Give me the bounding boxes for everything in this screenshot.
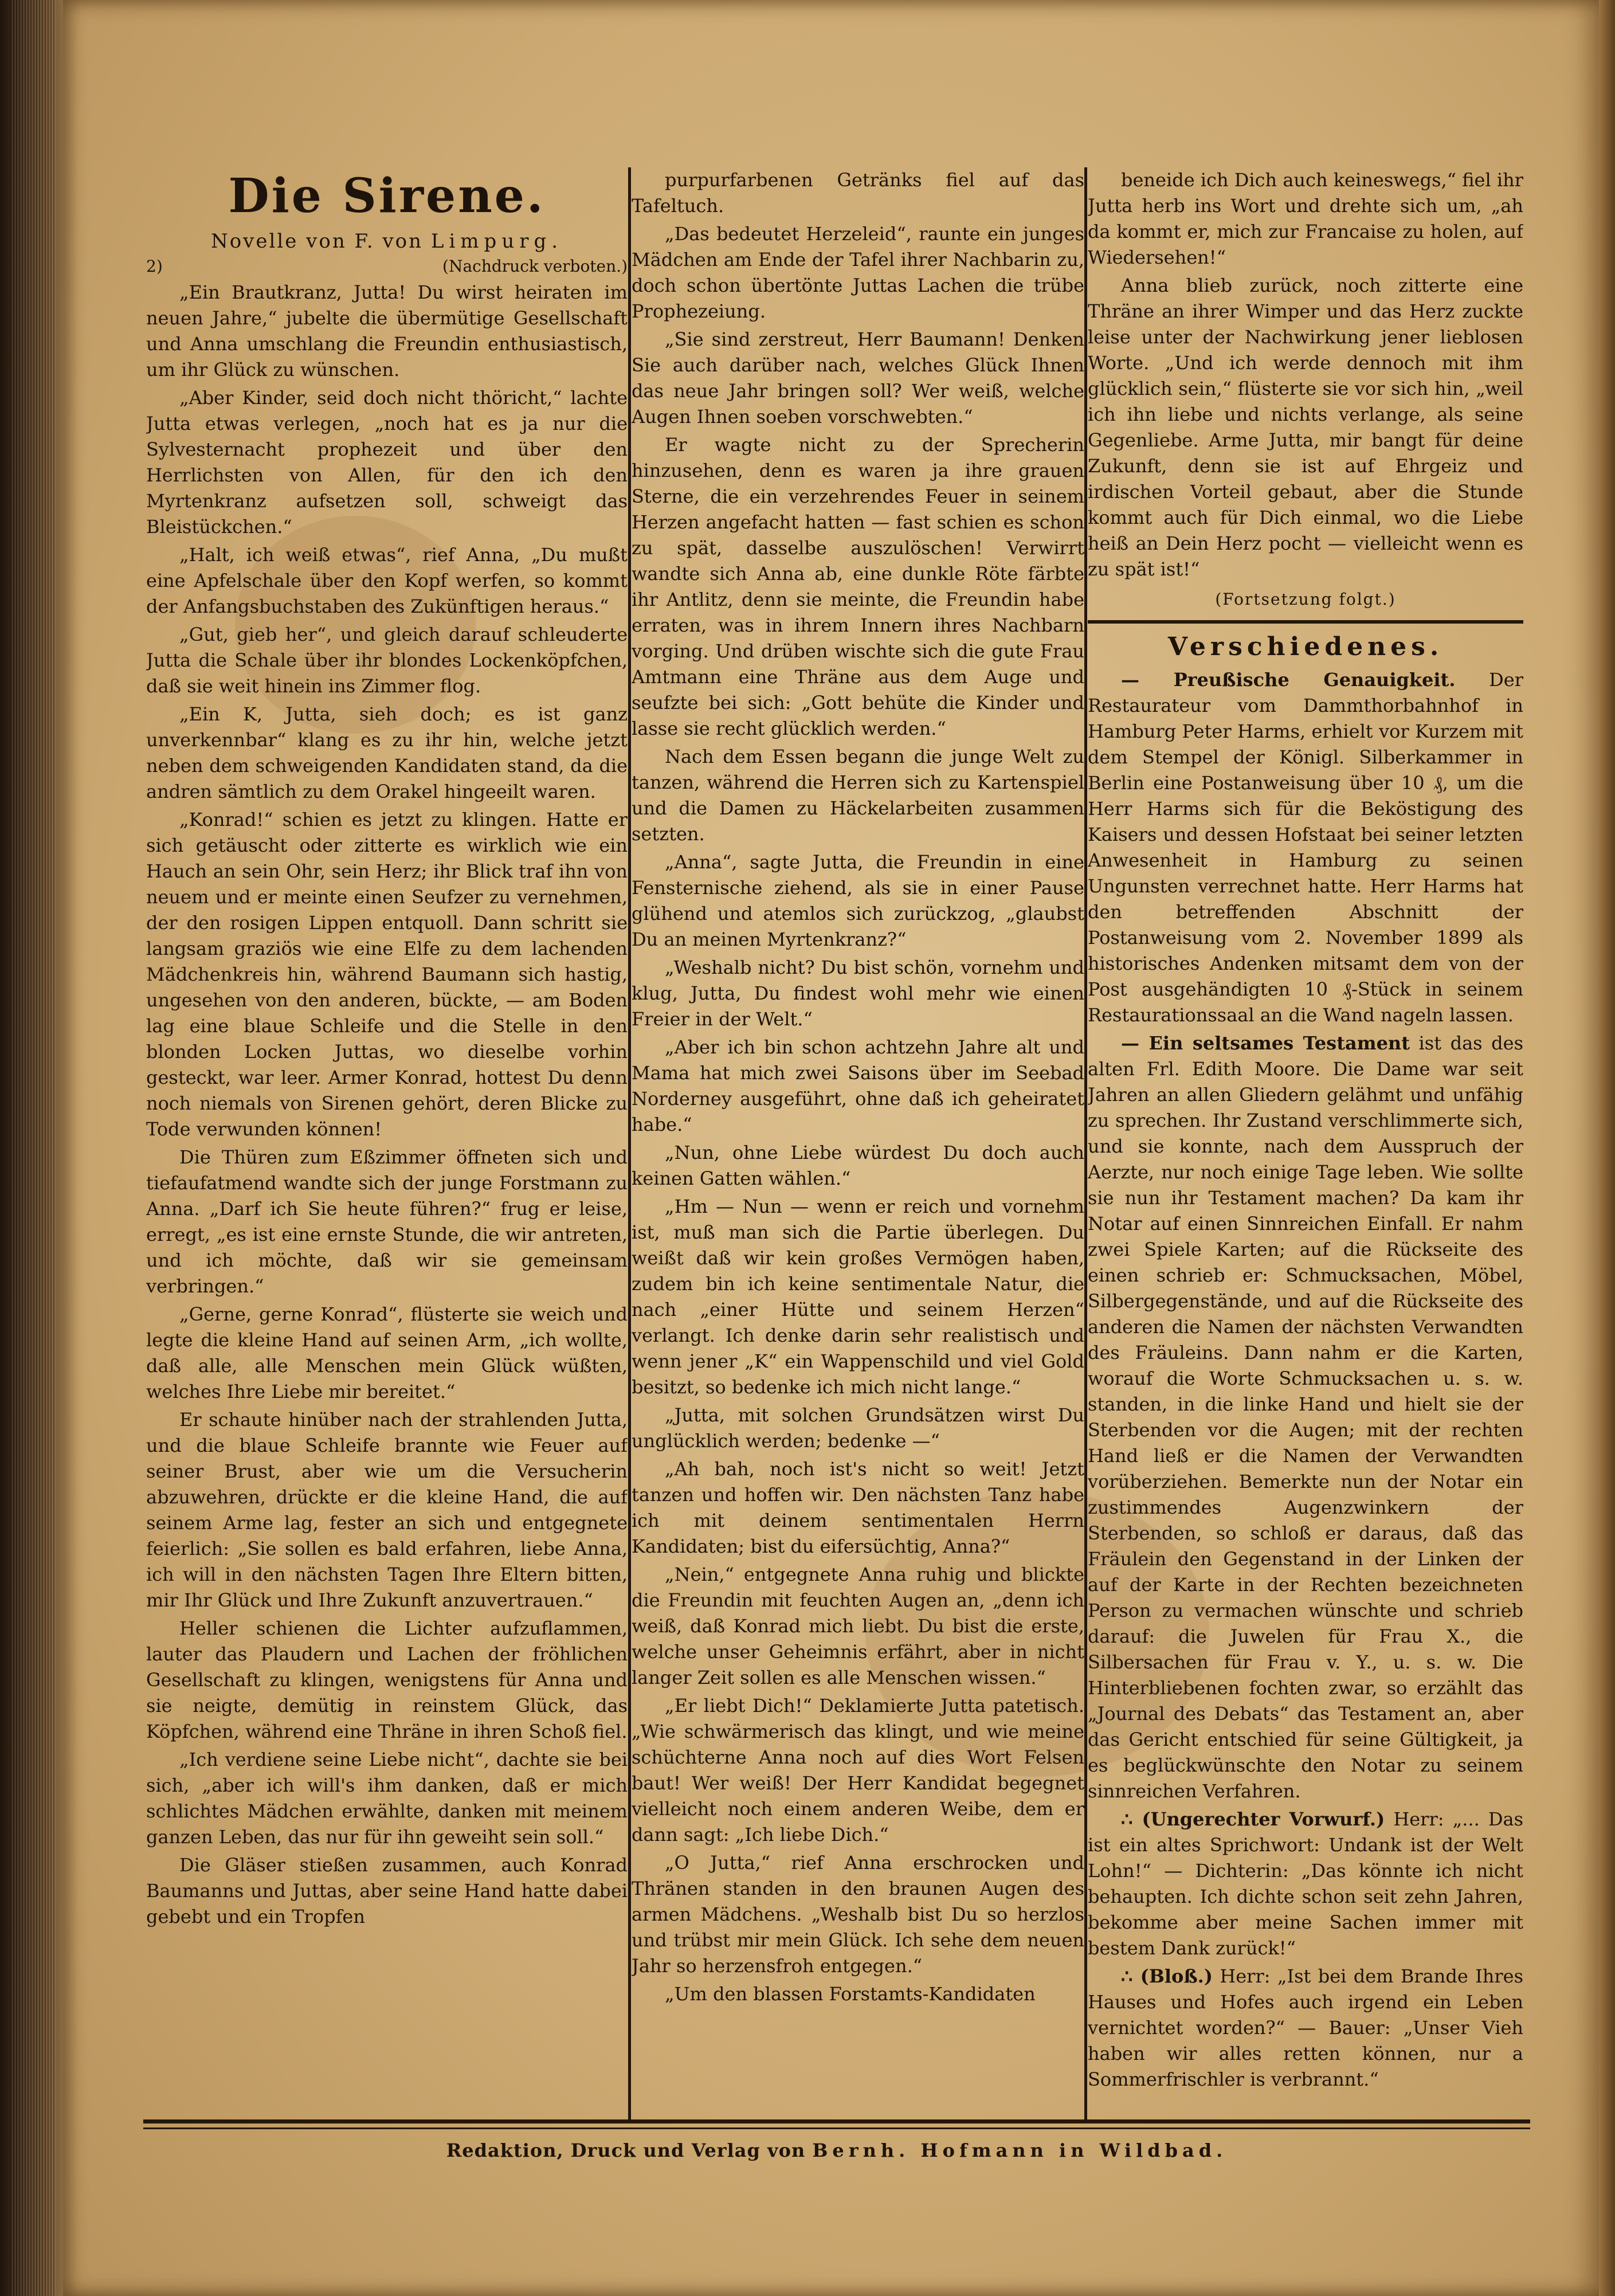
column-1-body xyxy=(146,280,628,1930)
imprint-publisher: Bernh. Hofmann in Wildbad. xyxy=(812,2140,1228,2161)
story-paragraph: Heller schienen die Lichter aufzuflammen, lauter das Plaudern und Lachen der fröhlichen Gesellschaft zu klingen, wenigstens für Anna und sie neigte, demütig in reinstem Glück, das Köpfchen, während eine Thräne in ihren Schoß fiel. xyxy=(146,1617,628,1742)
section-divider xyxy=(1088,620,1523,624)
book-spine xyxy=(0,0,63,2296)
story-paragraph: „Sie sind zerstreut, Herr Baumann! Denken Sie auch darüber nach, welches Glück Ihnen das neue Jahr bringen soll? Wer weiß, welche Augen Ihnen soeben vorschwebten.“ xyxy=(632,328,1084,428)
story-paragraph: Er schaute hinüber nach der strahlenden Jutta, und die blaue Schleife brannte wie Feuer auf seiner Brust, aber wie um die Versucherin abzuwehren, drückte er die kleine Hand, die auf seinem Arme lag, fester an sich und entgegnete feierlich: „Sie sollen es bald erfahren, liebe Anna, ich will in den nächsten Tagen Ihre Eltern bitten, mir Ihr Glück und Ihre Zukunft anzuvertrauen.“ xyxy=(146,1409,628,1611)
story-paragraph: Die Gläser stießen zusammen, auch Konrad Baumanns und Juttas, aber seine Hand hatte dabei gebebt und ein Tropfen xyxy=(146,1854,628,1927)
story-paragraph: Er wagte nicht zu der Sprecherin hinzusehen, denn es waren ja ihre grauen Sterne, die ein verzehrendes Feuer in seinem Herzen angefacht hatten — fast schien es schon zu spät, dasselbe auszulöschen! Verwirrt wandte sich Anna ab, eine dunkle Röte färbte ihr Antlitz, denn sie meinte, die Freundin habe erraten, was in ihrem Innern ihres Nachbarn vorging. Und drüben wischte sich die gute Frau Amtmann eine Thräne aus dem Auge und seufzte bei sich: „Gott behüte die Kinder und lasse sie recht glücklich werden.“ xyxy=(632,434,1084,739)
page-edges xyxy=(10,0,56,2296)
column-rule xyxy=(628,167,631,2122)
story-paragraph: „Aber Kinder, seid doch nicht thöricht,“ lachte Jutta etwas verlegen, „noch hat es ja nur die Sylvesternacht prophezeit und über den Herrlichsten von Allen, für den ich den Myrtenkranz aufsetzen soll, schweigt das Bleistückchen.“ xyxy=(146,387,628,538)
story-paragraph: „Weshalb nicht? Du bist schön, vornehm und klug, Jutta, Du findest wohl mehr wie einen Freier in der Welt.“ xyxy=(632,957,1084,1030)
miscellany-item xyxy=(1088,1807,1523,1961)
column-2-body xyxy=(632,167,1084,2007)
story-paragraph: „Aber ich bin schon achtzehn Jahre alt und Mama hat mich zwei Saisons über im Seebad Norderney ausgeführt, ohne daß ich geheiratet habe.“ xyxy=(632,1036,1084,1135)
story-paragraph: „Ein Brautkranz, Jutta! Du wirst heiraten im neuen Jahre,“ jubelte die übermütige Gesellschaft und Anna umschlang die Freundin enthusiastisch, um ihr Glück zu wünschen. xyxy=(146,281,628,381)
story-title: Die Sirene. xyxy=(228,169,546,224)
story-subtitle xyxy=(146,228,628,254)
story-author: Limpurg. xyxy=(430,230,563,253)
story-paragraph: „Ich verdiene seine Liebe nicht“, dachte sie bei sich, „aber ich will's ihm danken, daß er mich schlichtes Mädchen erwählte, danken mit meinem ganzen Leben, das nur für ihn geweiht sein soll.“ xyxy=(146,1749,628,1848)
column-rule xyxy=(1084,167,1087,2122)
imprint-prefix: Redaktion, Druck und Verlag von xyxy=(446,2140,806,2161)
miscellany-item-lead: ∴ (Bloß.) xyxy=(1121,1965,1213,1987)
story-paragraph: „Halt, ich weiß etwas“, rief Anna, „Du mußt eine Apfelschale über den Kopf werfen, so kommt der Anfangsbuchstaben des Zukünftigen heraus.“ xyxy=(146,544,628,617)
story-paragraph: Die Thüren zum Eßzimmer öffneten sich und tiefaufatmend wandte sich der junge Forstmann zu Anna. „Darf ich Sie heute führen?“ frug er leise, erregt, „es ist eine ernste Stunde, die wir antreten, und ich möchte, daß wir sie gemeinsam verbringen.“ xyxy=(146,1146,628,1297)
miscellany-item-text: Der Restaurateur vom Dammthorbahnhof in Hamburg Peter Harms, erhielt vor Kurzem mit dem Stempel der Königl. Silberkammer in Berlin eine Postanweisung über 10 ₰, um die Herr Harms sich für die Beköstigung des Kaisers und dessen Hofstaat bei seiner letzten Anwesenheit in Hamburg zu seinen Ungunsten verrechnet hatte. Herr Harms hat den betreffenden Abschnitt der Postanweisung vom 2. November 1899 als historisches Andenken mitsamt dem von der Post ausgehändigten 10 ₰-Stück in seinem Restaurationssaal an die Wand nageln lassen. xyxy=(1088,669,1523,1026)
story-paragraph: „O Jutta,“ rief Anna erschrocken und Thränen standen in den braunen Augen des armen Mädchens. „Weshalb bist Du so herzlos und trübst mir mein Glück. Ich sehe dem neuen Jahr so herzensfroh entgegen.“ xyxy=(632,1852,1084,1977)
story-paragraph: „Nun, ohne Liebe würdest Du doch auch keinen Gatten wählen.“ xyxy=(632,1142,1084,1189)
story-paragraph: „Konrad!“ schien es jetzt zu klingen. Hatte er sich getäuscht oder zitterte es wirklich wie ein Hauch an sein Ohr, sein Herz; ihr Blick traf ihn von neuem und er meinte einen Seufzer zu vernehmen, der den rosigen Lippen entquoll. Dann schritt sie langsam graziös wie eine Elfe zu dem lachenden Mädchenkreis hin, während Baumann sich hastig, ungesehen von den anderen, bückte, — am Boden lag eine blaue Schleife und die Stelle in den blonden Locken Juttas, wo dieselbe vorhin gesteckt, war leer. Armer Konrad, hottest Du denn noch niemals von Sirenen gehört, deren Blicke zu Tode verwunden können! xyxy=(146,809,628,1140)
miscellany-item xyxy=(1088,667,1523,1028)
story-paragraph: „Er liebt Dich!“ Deklamierte Jutta patetisch. „Wie schwärmerisch das klingt, und wie meine schüchterne Anna noch auf dies Wort Felsen baut! Wer weiß! Der Herr Kandidat begegnet vielleicht noch einem anderen Weibe, dem er dann sagt: „Ich liebe Dich.“ xyxy=(632,1695,1084,1846)
story-paragraph: „Jutta, mit solchen Grundsätzen wirst Du unglücklich werden; bedenke —“ xyxy=(632,1404,1084,1452)
copyright-notice: (Nachdruck verboten.) xyxy=(442,257,628,276)
miscellany-item-text: ist das des alten Frl. Edith Moore. Die Dame war seit Jahren an allen Gliedern gelähmt und unfähig zu sprechen. Ihr Zustand verschlimmerte sich, und sie konnte, nach dem Ausspruch der Aerzte, nur noch einige Tage leben. Wie sollte sie nun ihr Testament machen? Da kam ihr Notar auf einen Sinnreichen Einfall. Er nahm zwei Spiele Karten; auf die Rückseite des einen schrieb er: Schmucksachen, Möbel, Silbergegenstände, und auf die Rückseite des anderen die Namen der nächsten Verwandten des Fräuleins. Dann nahm er die Karten, worauf die Worte Schmucksachen u. s. w. standen, in die linke Hand und hielt sie der Sterbenden vor die Augen; mit der rechten Hand ließ er die Namen der Verwandten vorüberziehen. Bemerkte nun der Notar ein zustimmendes Augenzwinkern der Sterbenden, so schloß er daraus, daß das Fräulein den Gegenstand in der Linken der auf der Karte in der Rechten bezeichneten Person zu vermachen wünschte und schrieb darauf: die Juwelen für Frau X., die Silbersachen für Frau v. Y., u. s. w. Die Hinterbliebenen fochten zwar, so erzählt das „Journal des Debats“ das Testament an, aber das Gericht entschied für seine Gültigkeit, ja es beglückwünschte den Notar zu seinem sinnreichen Verfahren. xyxy=(1088,1032,1523,1802)
footer-rule xyxy=(143,2119,1530,2123)
column-3-body xyxy=(1088,167,1523,582)
column-3 xyxy=(1088,167,1523,2119)
story-paragraph: „Hm — Nun — wenn er reich und vornehm ist, muß man sich die Partie überlegen. Du weißt daß wir kein großes Vermögen haben, zudem bin ich keine sentimentale Natur, die nach „einer Hütte und seinem Herzen“ verlangt. Ich denke darin sehr realistisch und wenn jener „K“ ein Wappenschild und viel Gold besitzt, so bedenke ich mich nicht lange.“ xyxy=(632,1196,1084,1398)
miscellany-item-text: Herr: „Ist bei dem Brande Ihres Hauses und Hofes auch irgend ein Leben vernichtet worden?“ — Bauer: „Unser Vieh haben wir alles retten können, nur a Sommerfrischler is verbrannt.“ xyxy=(1088,1965,1523,2090)
footer-rule xyxy=(143,2127,1530,2129)
miscellany-item-lead: ∴ (Ungerechter Vorwurf.) xyxy=(1121,1808,1385,1830)
story-paragraph: „Um den blassen Forstamts-Kandidaten xyxy=(665,1983,1036,2005)
miscellany-item-lead: — Ein seltsames Testament xyxy=(1121,1032,1410,1054)
story-paragraph: „Ah bah, noch ist's nicht so weit! Jetzt tanzen und hoffen wir. Den nächsten Tanz habe ich mit deinem sentimentalen Herrn Kandidaten; bist du eifersüchtig, Anna?“ xyxy=(632,1458,1084,1557)
story-paragraph: „Ein K, Jutta, sieh doch; es ist ganz unverkennbar“ klang es zu ihr hin, welche jetzt neben dem schweigenden Kandidaten stand, da die andren sämtlich zu dem Orakel hingeeilt waren. xyxy=(146,703,628,802)
column-2 xyxy=(632,167,1084,2119)
column-1 xyxy=(146,167,628,2119)
story-paragraph: „Gut, gieb her“, und gleich darauf schleuderte Jutta die Schale über ihr blondes Lockenköpfchen, daß sie weit hinein ins Zimmer flog. xyxy=(146,624,628,697)
story-paragraph: „Anna“, sagte Jutta, die Freundin in eine Fensternische ziehend, als sie in einer Pause glühend und atemlos sich zurückzog, „glaubst Du an meinen Myrtenkranz?“ xyxy=(632,851,1084,950)
story-paragraph: purpurfarbenen Getränks fiel auf das Tafeltuch. xyxy=(632,169,1084,217)
miscellany-body xyxy=(1088,667,1523,2093)
miscellany-item-lead: — Preußische Genauigkeit. xyxy=(1121,669,1456,691)
story-paragraph: Anna blieb zurück, noch zitterte eine Thräne an ihrer Wimper und das Herz zuckte leise unter der Nachwirkung jener lieblosen Worte. „Und ich werde dennoch mit ihm glücklich sein,“ flüsterte sie vor sich hin, „weil ich ihn liebe und nichts verlange, als seine Gegenliebe. Arme Jutta, mir bangt für deine Zukunft, denn sie ist auf Ehrgeiz und irdischen Vorteil gebaut, aber die Stunde kommt auch für Dich einmal, wo die Liebe heiß an Dein Herz pocht — vielleicht wenn es zu spät ist!“ xyxy=(1088,275,1523,580)
miscellany-heading: Verschiedenes. xyxy=(1167,632,1444,661)
page-right-edge xyxy=(1599,0,1615,2296)
imprint xyxy=(143,2138,1530,2163)
miscellany-item xyxy=(1088,1964,1523,2093)
continuation-note: (Fortsetzung folgt.) xyxy=(1215,590,1396,609)
subtitle-prefix: Novelle von F. von xyxy=(210,230,424,253)
story-paragraph: „Das bedeutet Herzeleid“, raunte ein junges Mädchen am Ende der Tafel ihrer Nachbarin zu, doch schon übertönte Juttas Lachen die trübe Prophezeiung. xyxy=(632,223,1084,322)
miscellany-item-text: Herr: „... Das ist ein altes Sprichwort: Undank ist der Welt Lohn!“ — Dichterin: „Das könnte ich nicht behaupten. Ich dichte schon seit zehn Jahren, bekomme aber meine Sachen immer mit bestem Dank zurück!“ xyxy=(1088,1808,1523,1959)
story-paragraph: „Nein,“ entgegnete Anna ruhig und blickte die Freundin mit feuchten Augen an, „denn ich weiß, daß Konrad mich liebt. Du bist die erste, welche unser Geheimnis erfährt, aber in nicht langer Zeit sollen es alle Menschen wissen.“ xyxy=(632,1564,1084,1688)
story-paragraph: „Gerne, gerne Konrad“, flüsterte sie weich und legte die kleine Hand auf seinen Arm, „ich wollte, daß alle, alle Menschen mein Glück wüßten, welches Ihre Liebe mir bereitet.“ xyxy=(146,1303,628,1402)
miscellany-item xyxy=(1088,1031,1523,1804)
story-paragraph: beneide ich Dich auch keineswegs,“ fiel ihr Jutta herb ins Wort und drehte sich um, „ah da kommt er, mich zur Francaise zu holen, auf Wiedersehen!“ xyxy=(1088,169,1523,268)
part-line xyxy=(146,254,628,279)
story-paragraph: Nach dem Essen begann die junge Welt zu tanzen, während die Herren sich zu Kartenspiel und die Damen zu Häckelarbeiten zusammen setzten. xyxy=(632,746,1084,845)
part-number: 2) xyxy=(146,257,163,276)
